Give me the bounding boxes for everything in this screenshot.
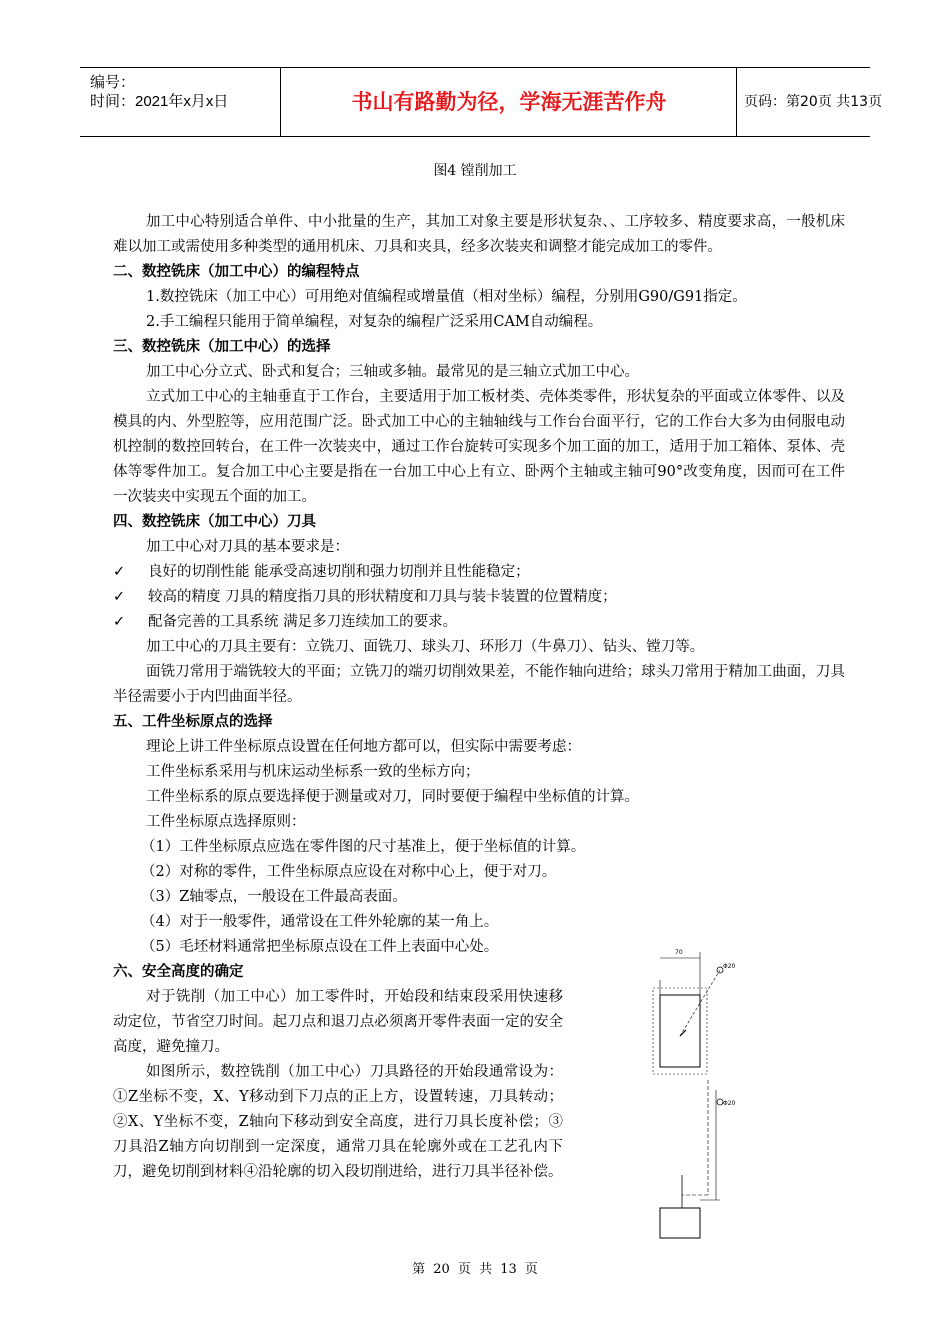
- paragraph: 加工中心的刀具主要有：立铣刀、面铣刀、球头刀、环形刀（牛鼻刀）、钻头、镗刀等。: [146, 639, 705, 655]
- checklist-item: ✓ 较高的精度 刀具的精度指刀具的形状精度和刀具与装卡装置的位置精度；: [113, 585, 845, 610]
- paragraph: 面铣刀常用于端铣较大的平面；立铣刀的端刃切削效果差，不能作轴向进给；球头刀常用于精加工曲面，刀具半径需要小于内凹曲面半径。: [113, 664, 845, 705]
- header-divider: [736, 68, 737, 136]
- section-heading-3: 三、数控铣床（加工中心）的选择: [113, 339, 331, 355]
- principle-item: （5）毛坯材料通常把坐标原点设在工件上表面中心处。: [141, 939, 499, 955]
- part-outline: [653, 988, 707, 1074]
- principle-item: （4）对于一般零件，通常设在工件外轮廓的某一角上。: [141, 914, 499, 930]
- dim-label: 70: [675, 949, 683, 956]
- tool-path-diagram: [620, 940, 750, 1240]
- section-heading-2: 二、数控铣床（加工中心）的编程特点: [113, 264, 360, 280]
- part-side-view: [660, 1208, 700, 1238]
- paragraph-intro: 加工中心特别适合单件、中小批量的生产，其加工对象主要是形状复杂、、工序较多、精度要求高，一般机床难以加工或需使用多种类型的通用机床、刀具和夹具，经多次装夹和调整才能完成加工的零件。: [113, 214, 845, 255]
- header-meta: [90, 73, 280, 111]
- time-label: 时间：2021年x月x日: [90, 93, 229, 110]
- check-icon: ✓: [113, 614, 126, 630]
- serial-label: 编号：: [90, 74, 136, 91]
- paragraph: 加工中心对刀具的基本要求是：: [146, 539, 349, 555]
- paragraph: 工件坐标原点选择原则：: [146, 814, 306, 830]
- principle-item: （1）工件坐标原点应选在零件图的尺寸基准上，便于坐标值的计算。: [141, 839, 586, 855]
- paragraph: 工件坐标系的原点要选择便于测量或对刀，同时要便于编程中坐标值的计算。: [146, 789, 639, 805]
- header-page-info: 页码：第20页 共13页: [744, 94, 883, 110]
- paragraph: 如图所示，数控铣削（加工中心）刀具路径的开始段通常设为：①Z坐标不变，X、Y移动到下刀点的正上方，设置转速，刀具转动；②X、Y坐标不变，Z轴向下移动到安全高度，进行刀具长度补偿；③刀具沿Z轴方向切削到一定深度，通常刀具在轮廓外或在工艺孔内下刀，避免切削到材料④沿轮廓的切入段切削进给，进行刀具半径补偿。: [113, 1064, 563, 1180]
- dim-label: Φ20: [723, 1100, 736, 1107]
- paragraph: 对于铣削（加工中心）加工零件时，开始段和结束段采用快速移动定位，节省空刀时间。起刀点和退刀点必须离开零件表面一定的安全高度，避免撞刀。: [113, 989, 563, 1055]
- dim-label: Φ20: [723, 963, 736, 970]
- part-top-view: [660, 995, 700, 1067]
- section-heading-6: 六、安全高度的确定: [113, 964, 244, 980]
- figure-caption: 图4 镗削加工: [433, 163, 517, 179]
- section-heading-4: 四、数控铣床（加工中心）刀具: [113, 514, 316, 530]
- page-header: [80, 67, 883, 137]
- paragraph: 立式加工中心的主轴垂直于工作台，主要适用于加工板材类、壳体类零件，形状复杂的平面或立体零件、以及模具的内、外型腔等，应用范围广泛。卧式加工中心的主轴轴线与工作台台面平行，它的工作台大多为由伺服电动机控制的数控回转台，在工件一次装夹中，通过工作台旋转可实现多个加工面的加工，适用于加工箱体、泵体、壳体等零件加工。复合加工中心主要是指在一台加工中心上有立、卧两个主轴或主轴可90°改变角度，因而可在工件一次装夹中实现五个面的加工。: [113, 389, 845, 505]
- paragraph: 2.手工编程只能用于简单编程，对复杂的编程广泛采用CAM自动编程。: [146, 314, 603, 330]
- principle-item: （3）Z轴零点，一般设在工件最高表面。: [141, 889, 407, 905]
- paragraph: 1.数控铣床（加工中心）可用绝对值编程或增量值（相对坐标）编程，分别用G90/G91指定。: [146, 289, 747, 305]
- paragraph: 理论上讲工件坐标原点设置在任何地方都可以，但实际中需要考虑：: [146, 739, 581, 755]
- section-heading-5: 五、工件坐标原点的选择: [113, 714, 273, 730]
- principle-item: （2）对称的零件，工件坐标原点应设在对称中心上，便于对刀。: [141, 864, 557, 880]
- checklist-item: ✓ 配备完善的工具系统 满足多刀连续加工的要求。: [113, 610, 845, 635]
- safety-height-text: [113, 985, 563, 1185]
- page-footer: 第 20 页 共 13 页: [412, 1262, 538, 1277]
- check-icon: ✓: [113, 589, 126, 605]
- header-motto: 书山有路勤为径，学海无涯苦作舟: [351, 90, 667, 114]
- checklist-item: ✓ 良好的切削性能 能承受高速切削和强力切削并且性能稳定；: [113, 560, 845, 585]
- paragraph: 工件坐标系采用与机床运动坐标系一致的坐标方向；: [146, 764, 480, 780]
- check-icon: ✓: [113, 564, 126, 580]
- paragraph: 加工中心分立式、卧式和复合；三轴或多轴。最常见的是三轴立式加工中心。: [146, 364, 639, 380]
